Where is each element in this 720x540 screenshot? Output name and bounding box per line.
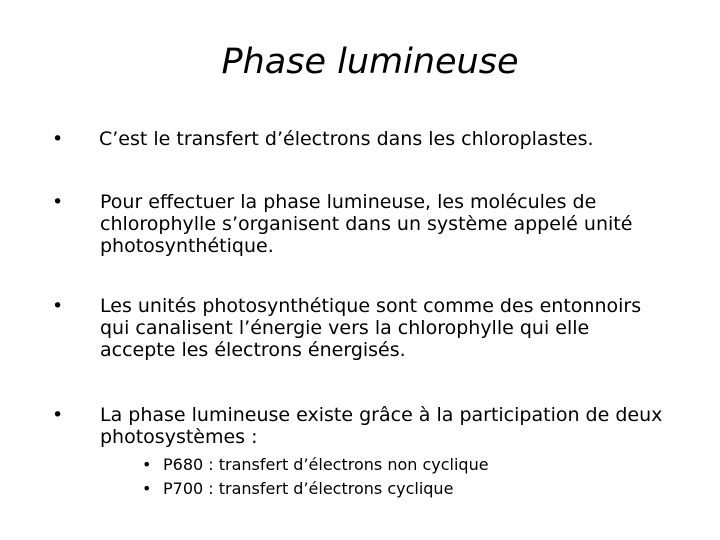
bullet-text [100,404,662,448]
bullet-text [100,295,641,361]
sub-bullet-dot: • [142,479,152,498]
bullet-text [100,128,594,150]
bullet-line: Les unités photosynthétique sont comme des entonnoirs [100,295,642,317]
bullet-line: accepte les électrons énergisés. [100,339,406,361]
bullet-dot: • [52,404,64,426]
bullet-dot: • [52,295,64,317]
sub-bullet-text: P680 : transfert d’électrons non cyclique [163,455,489,474]
bullet-line: La phase lumineuse existe grâce à la participation de deux [100,404,663,426]
bullet-line: photosystèmes : [100,426,258,448]
slide-title: Phase lumineuse [221,42,519,82]
sub-bullet-text: P700 : transfert d’électrons cyclique [163,479,454,498]
bullet-line: Pour effectuer la phase lumineuse, les molécules de [100,191,597,213]
bullet-dot: • [52,128,64,150]
bullet-line: photosynthétique. [100,235,274,257]
sub-bullet-dot: • [142,455,152,474]
bullet-line: C’est le transfert d’électrons dans les chloroplastes. [99,128,594,150]
bullet-dot: • [52,191,64,213]
bullet-line: chlorophylle s’organisent dans un système appelé unité [100,213,633,235]
bullet-line: qui canalisent l’énergie vers la chlorophylle qui elle [100,317,590,339]
bullet-text [100,191,632,257]
